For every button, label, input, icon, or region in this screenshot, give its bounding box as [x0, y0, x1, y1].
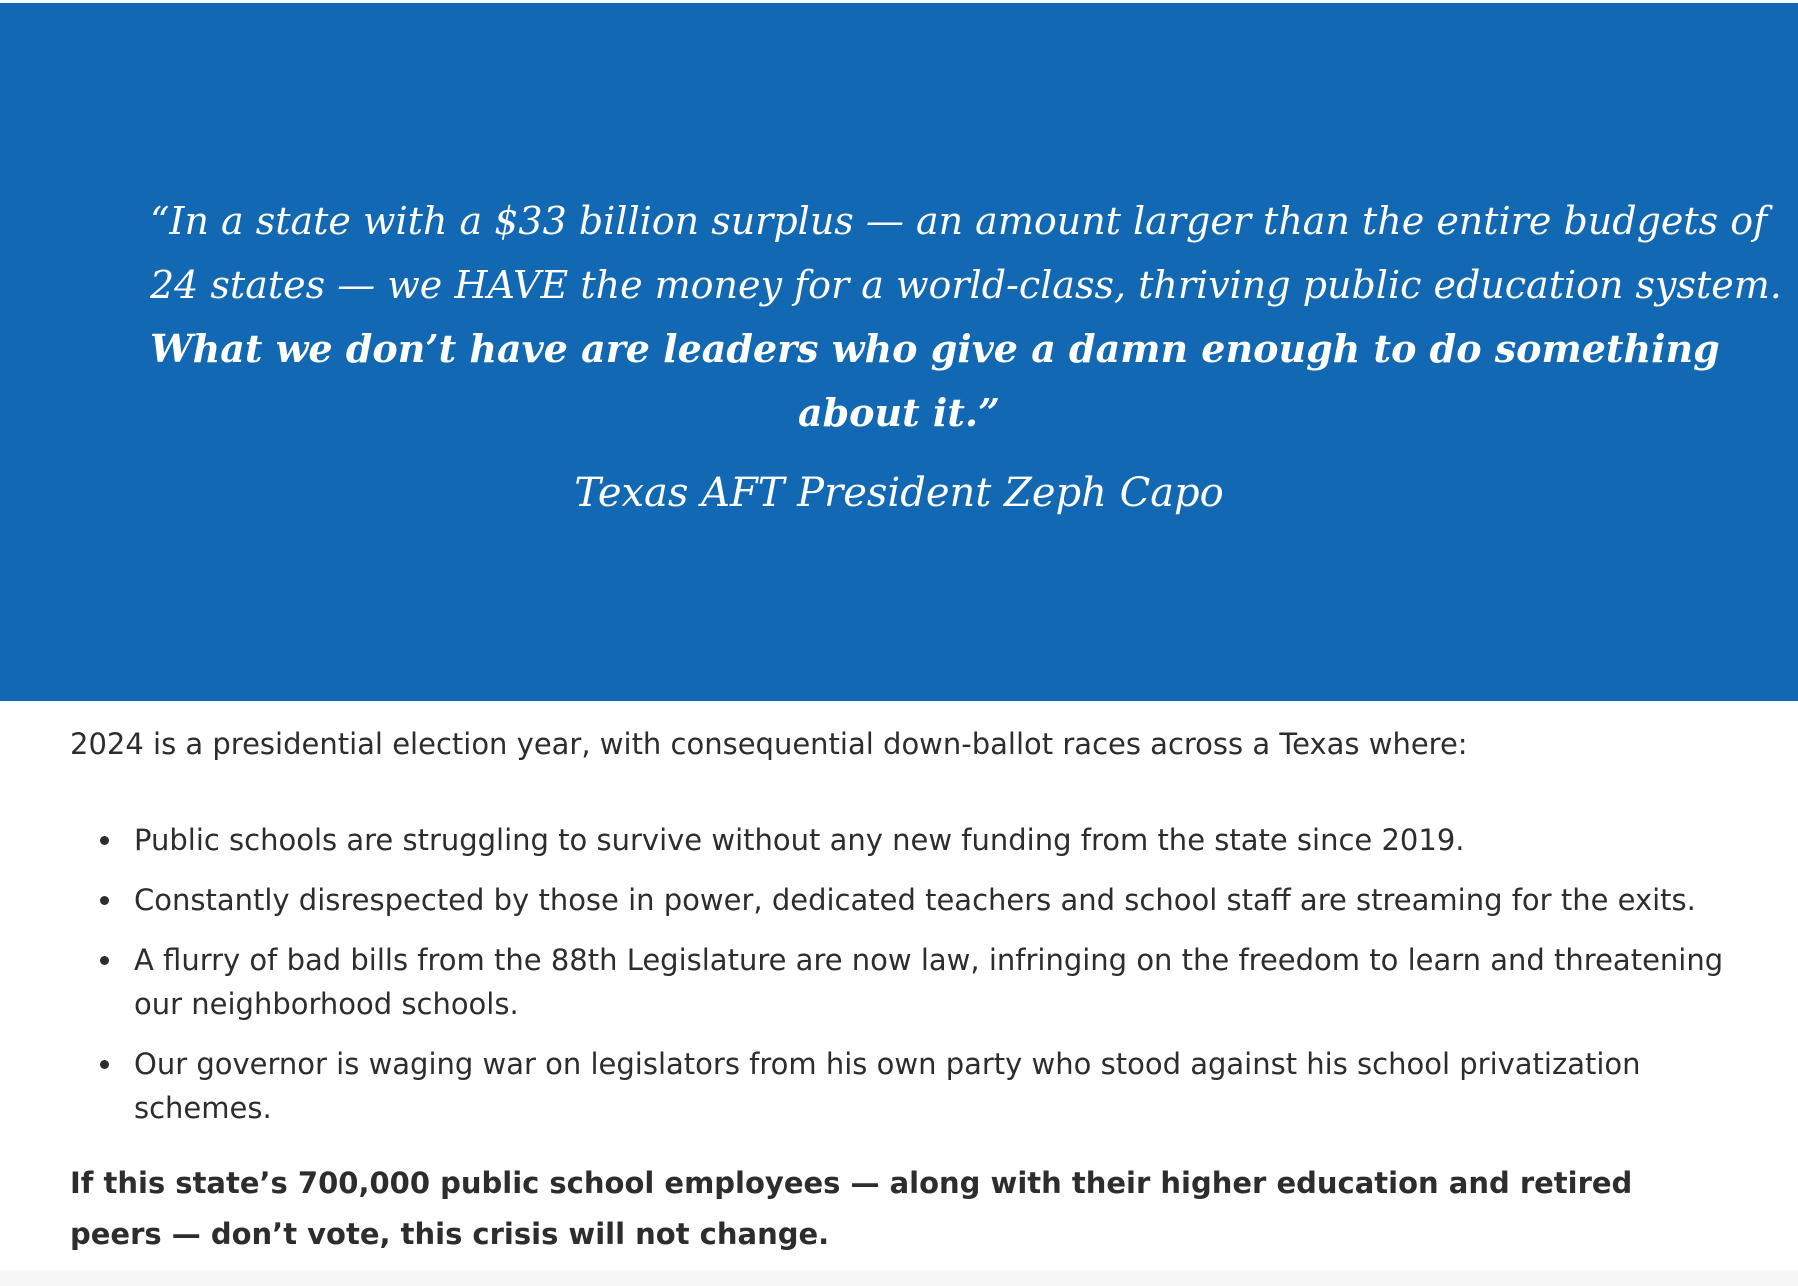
list-item: [70, 1042, 1734, 1130]
quote-line-4-emphasis: about it.”: [797, 390, 1001, 435]
list-item: [70, 938, 1734, 1026]
list-item: [70, 818, 1734, 862]
bullet-dot-icon: [100, 1060, 109, 1069]
list-item-text: A flurry of bad bills from the 88th Legislature are now law, infringing on the freedom to learn and threatening our neighborhood schools.: [134, 943, 1724, 1021]
quote-line-1: “In a state with a $33 billion surplus — an amount larger than the entire budgets of: [150, 199, 1768, 243]
pull-quote: [150, 189, 1782, 445]
quote-attribution: Texas AFT President Zeph Capo: [574, 470, 1224, 516]
list-item-text: Constantly disrespected by those in power, dedicated teachers and school staff are streaming for the exits.: [134, 883, 1696, 917]
pull-quote-panel: [0, 3, 1798, 701]
article-body: [70, 722, 1730, 1260]
list-item-text: Our governor is waging war on legislators from his own party who stood against his school privatization schemes.: [134, 1047, 1641, 1125]
bullet-dot-icon: [100, 956, 109, 965]
quote-line-3-emphasis: What we don’t have are leaders who give a damn enough to do something: [150, 326, 1720, 371]
issues-list: [70, 818, 1730, 1130]
list-item-text: Public schools are struggling to survive without any new funding from the state since 2019.: [134, 823, 1465, 857]
list-item: [70, 878, 1734, 922]
intro-paragraph: 2024 is a presidential election year, with consequential down-ballot races across a Texas where:: [70, 727, 1468, 761]
quote-line-2: 24 states — we HAVE the money for a world-class, thriving public education system.: [150, 263, 1782, 307]
closing-statement: If this state’s 700,000 public school employees — along with their higher education and retired peers — don’t vote, this crisis will not change.: [70, 1166, 1633, 1251]
bullet-dot-icon: [100, 836, 109, 845]
bullet-dot-icon: [100, 896, 109, 905]
footer-divider: [0, 1270, 1798, 1286]
